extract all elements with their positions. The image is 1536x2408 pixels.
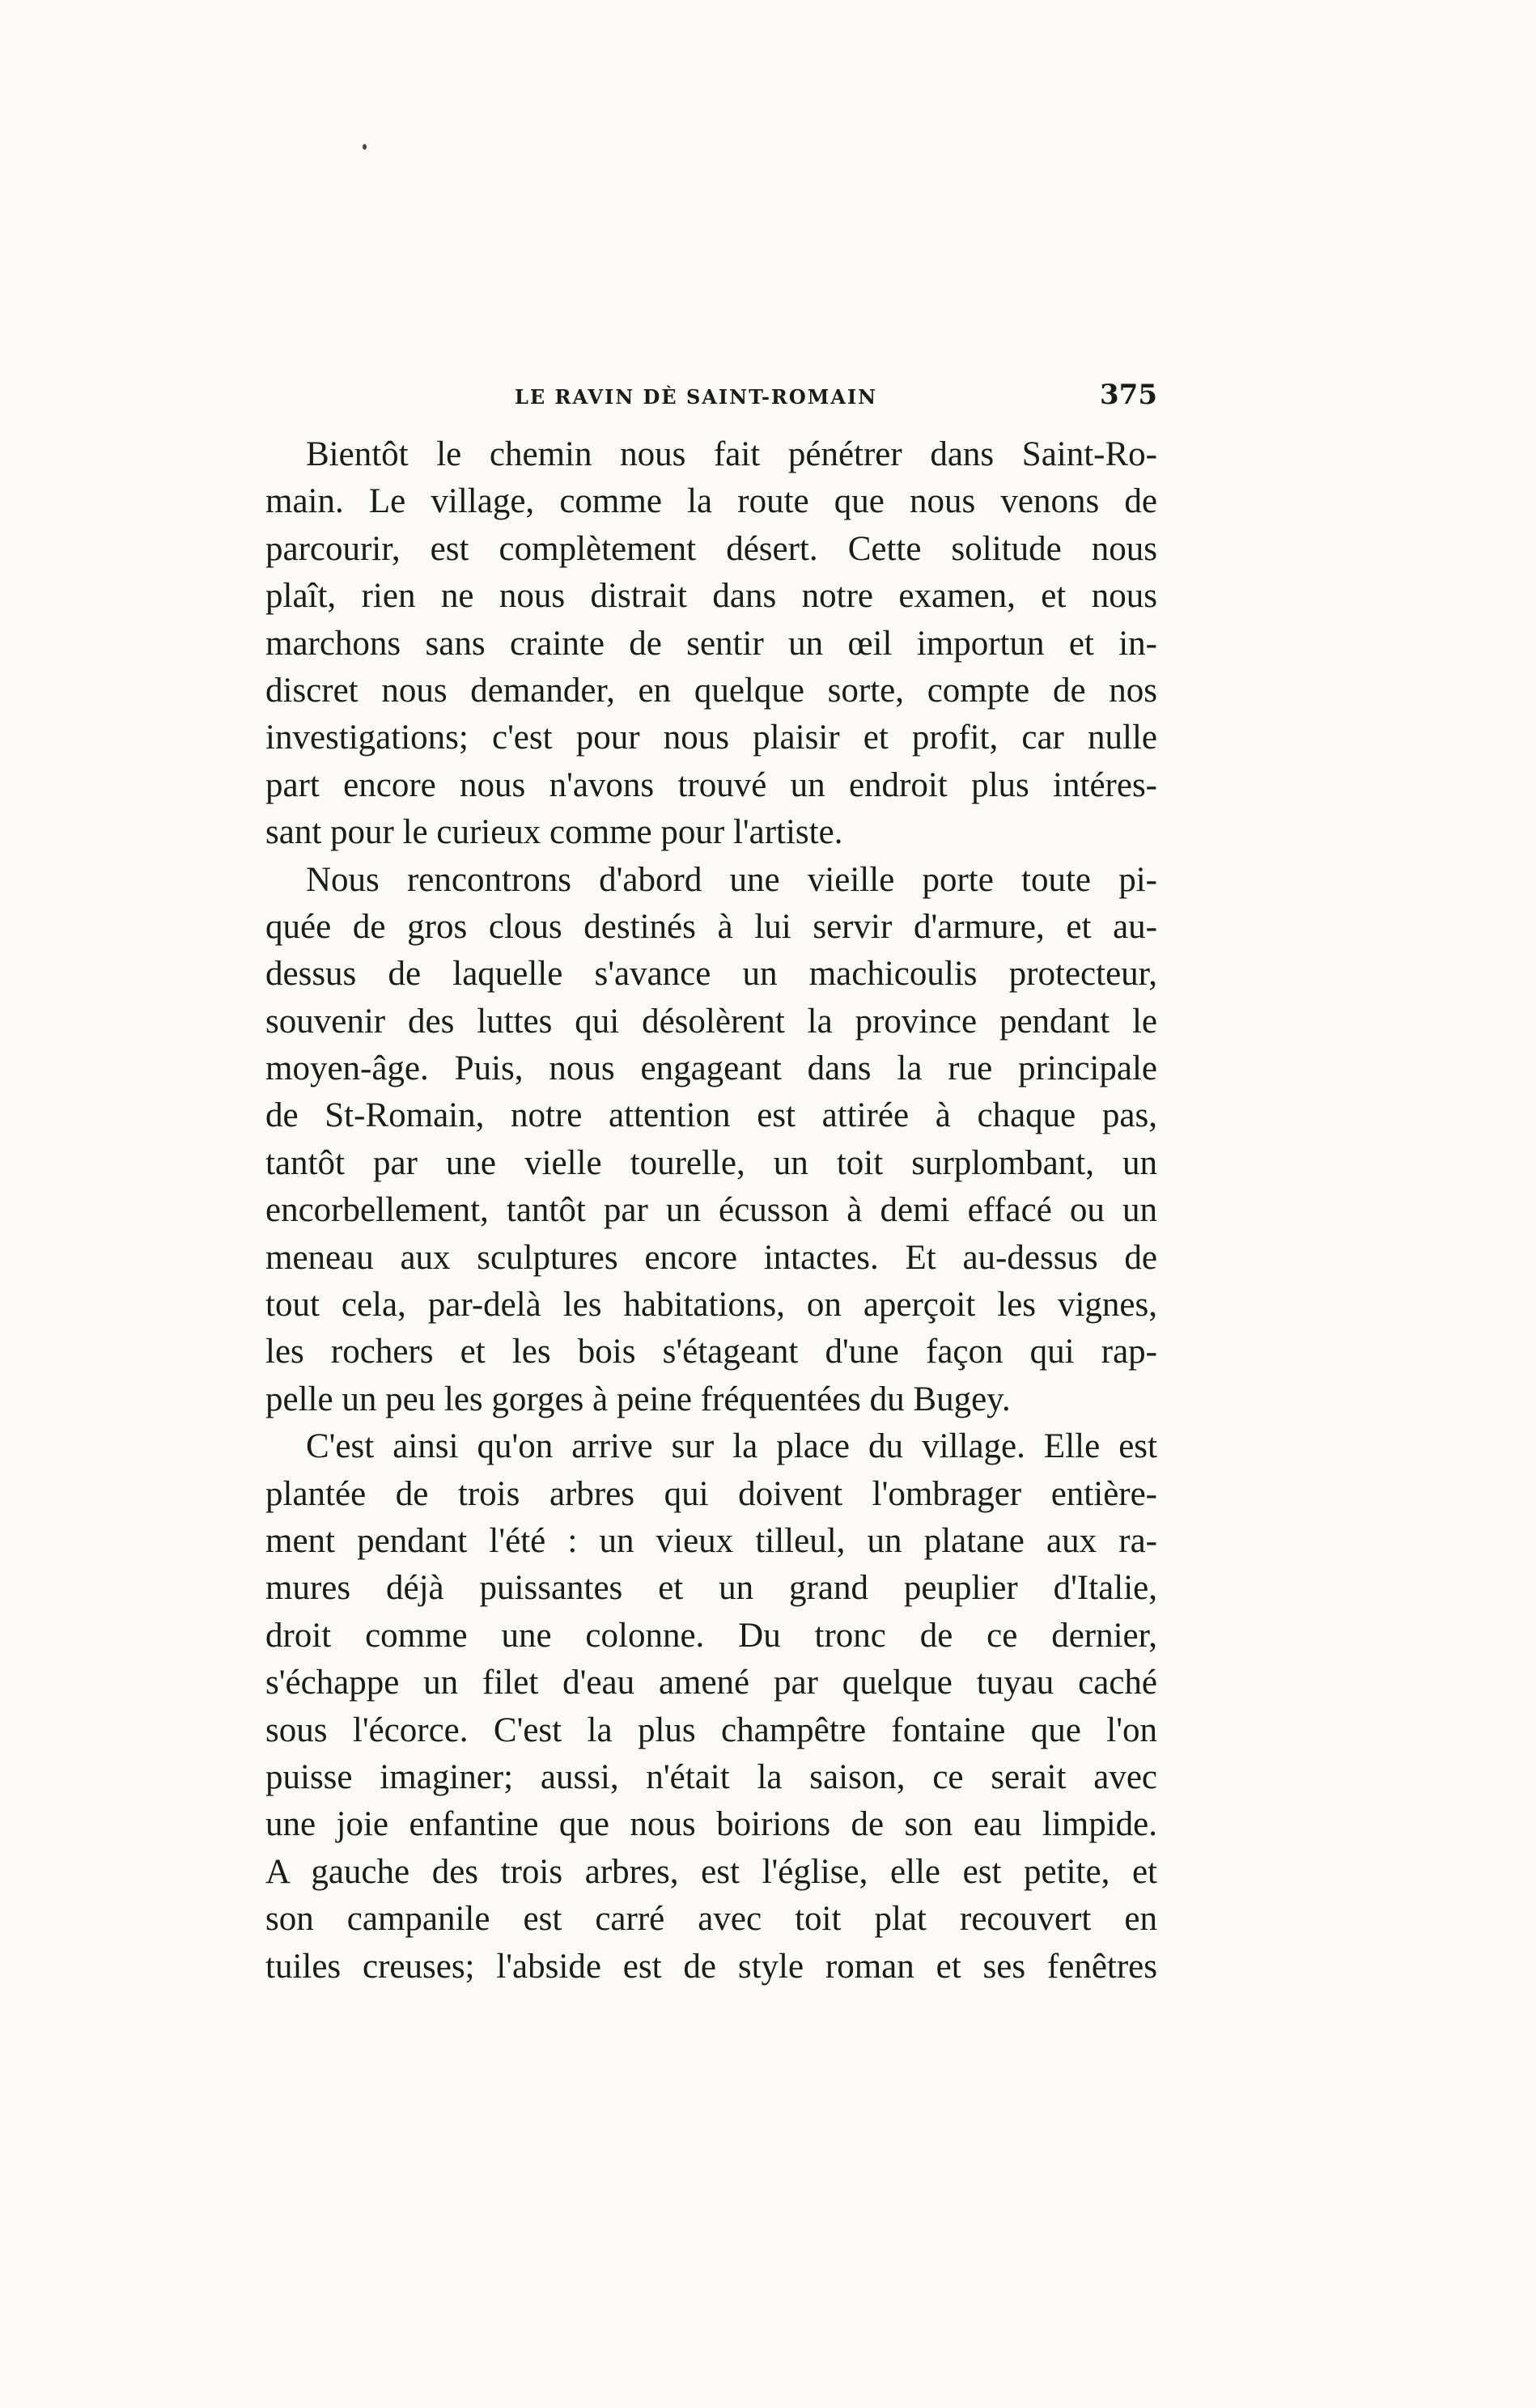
text-line: sant pour le curieux comme pour l'artiste. <box>265 813 843 852</box>
text-line: parcourir, est complètement désert. Cette solitude nous <box>265 529 1157 568</box>
paragraph <box>265 1423 1157 1990</box>
text-line: de St-Romain, notre attention est attirée à chaque pas, <box>265 1096 1157 1135</box>
text-line: Bientôt le chemin nous fait pénétrer dans Saint-Ro- <box>306 435 1157 473</box>
text-line: s'échappe un filet d'eau amené par quelque tuyau caché <box>265 1664 1157 1702</box>
text-line: discret nous demander, en quelque sorte, compte de nos <box>265 671 1157 710</box>
text-line: les rochers et les bois s'étageant d'une façon qui rap- <box>265 1333 1157 1371</box>
text-line: ment pendant l'été : un vieux tilleul, un platane aux ra- <box>265 1521 1157 1560</box>
text-line: souvenir des luttes qui désolèrent la province pendant le <box>265 1002 1157 1041</box>
text-line: une joie enfantine que nous boirions de son eau limpide. <box>265 1805 1157 1844</box>
text-line: tuiles creuses; l'abside est de style roman et ses fenêtres <box>265 1947 1157 1986</box>
text-line: puisse imaginer; aussi, n'était la saison, ce serait avec <box>265 1757 1157 1796</box>
text-line: part encore nous n'avons trouvé un endroit plus intéres- <box>265 765 1157 804</box>
text-line: plaît, rien ne nous distrait dans notre examen, et nous <box>265 577 1157 616</box>
paragraph <box>265 431 1157 857</box>
text-line: pelle un peu les gorges à peine fréquentées du Bugey. <box>265 1380 1011 1418</box>
text-line: moyen-âge. Puis, nous engageant dans la rue principale <box>265 1049 1157 1088</box>
paragraph <box>265 857 1157 1424</box>
running-title: LE RAVIN DÈ SAINT-ROMAIN <box>515 385 878 409</box>
body-text <box>265 431 1157 1990</box>
text-line: C'est ainsi qu'on arrive sur la place du village. Elle est <box>306 1427 1157 1466</box>
text-line: investigations; c'est pour nous plaisir et profit, car nulle <box>265 719 1157 757</box>
text-line: sous l'écorce. C'est la plus champêtre fontaine que l'on <box>265 1711 1157 1749</box>
text-line: meneau aux sculptures encore intactes. Et au-dessus de <box>265 1238 1157 1277</box>
text-line: tout cela, par-delà les habitations, on aperçoit les vignes, <box>265 1286 1157 1325</box>
text-line: mures déjà puissantes et un grand peuplier d'Italie, <box>265 1569 1157 1608</box>
text-line: droit comme une colonne. Du tronc de ce dernier, <box>265 1616 1157 1655</box>
ink-speck <box>363 144 367 150</box>
text-line: Nous rencontrons d'abord une vieille porte toute pi- <box>306 860 1157 899</box>
text-line: plantée de trois arbres qui doivent l'ombrager entière- <box>265 1474 1157 1513</box>
text-line: A gauche des trois arbres, est l'église, elle est petite, et <box>265 1852 1157 1891</box>
text-line: dessus de laquelle s'avance un machicoulis protecteur, <box>265 955 1157 994</box>
text-line: son campanile est carré avec toit plat recouvert en <box>265 1900 1157 1939</box>
text-line: tantôt par une vielle tourelle, un toit surplombant, un <box>265 1143 1157 1182</box>
text-line: marchons sans crainte de sentir un œil importun et in- <box>265 624 1157 663</box>
page-number: 375 <box>1100 379 1157 411</box>
text-line: main. Le village, comme la route que nous venons de <box>265 482 1157 521</box>
text-line: encorbellement, tantôt par un écusson à demi effacé ou un <box>265 1191 1157 1230</box>
text-line: quée de gros clous destinés à lui servir d'armure, et au- <box>265 907 1157 946</box>
running-head <box>306 379 1157 419</box>
